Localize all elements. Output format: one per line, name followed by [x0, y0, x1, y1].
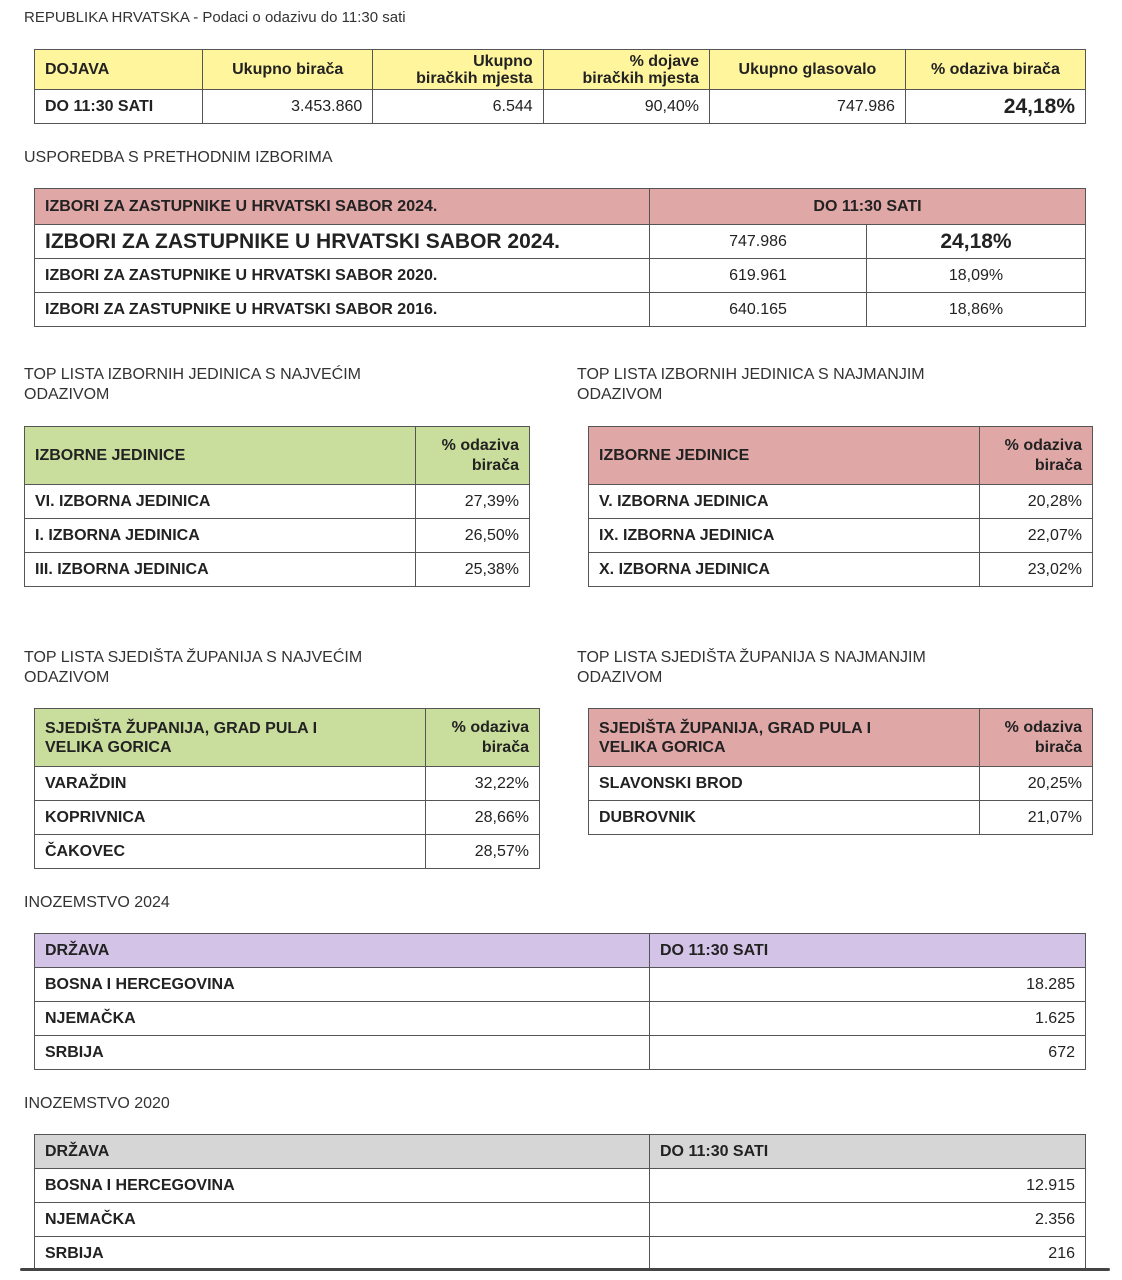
table-row — [35, 1169, 1086, 1203]
abroad-2024-table — [34, 933, 1086, 1070]
units-top-table — [24, 426, 530, 587]
section-caption — [577, 648, 926, 688]
table-cell: 619.961 — [650, 259, 867, 293]
header-cell: DRŽAVA — [35, 1135, 650, 1169]
abroad-2020-table — [34, 1134, 1086, 1271]
table-cell: IX. IZBORNA JEDINICA — [589, 519, 980, 553]
table-header-row — [35, 709, 540, 767]
table-cell: 28,66% — [426, 801, 540, 835]
table-cell: IZBORI ZA ZASTUPNIKE U HRVATSKI SABOR 2020. — [35, 259, 650, 293]
table-cell: IZBORI ZA ZASTUPNIKE U HRVATSKI SABOR 2024. — [35, 225, 650, 259]
table-cell: 32,22% — [426, 767, 540, 801]
seats-top-table — [34, 708, 540, 869]
table-header-row — [35, 50, 1086, 90]
table-row — [35, 767, 540, 801]
caption-line: ODAZIVOM — [577, 386, 663, 403]
header-cell-line: birača — [471, 456, 519, 474]
header-cell: DO 11:30 SATI — [650, 189, 1086, 225]
table-row — [25, 485, 530, 519]
header-cell: DRŽAVA — [35, 934, 650, 968]
table-row — [35, 835, 540, 869]
header-cell: DO 11:30 SATI — [650, 1135, 1086, 1169]
table-cell: 24,18% — [867, 225, 1086, 259]
table-row — [35, 801, 540, 835]
table-cell: 18,09% — [867, 259, 1086, 293]
table-cell: 20,25% — [980, 767, 1093, 801]
table-row — [35, 968, 1086, 1002]
header-cell: IZBORI ZA ZASTUPNIKE U HRVATSKI SABOR 2024. — [35, 189, 650, 225]
table-row — [589, 767, 1093, 801]
header-cell-line: birača — [1034, 456, 1082, 474]
table-cell: 27,39% — [416, 485, 530, 519]
header-cell-text: % dojave biračkih mjesta — [582, 52, 699, 87]
header-cell-line: SJEDIŠTA ŽUPANIJA, GRAD PULA I — [45, 719, 318, 737]
header-cell: IZBORNE JEDINICE — [589, 427, 980, 485]
header-cell-line: birača — [1034, 738, 1082, 756]
table-cell: 28,57% — [426, 835, 540, 869]
caption-line: TOP LISTA IZBORNIH JEDINICA S NAJVEĆIM — [24, 366, 361, 383]
comparison-table — [34, 188, 1086, 327]
table-cell: 1.625 — [650, 1002, 1086, 1036]
header-cell-line: VELIKA GORICA — [45, 738, 172, 756]
table-cell: 26,50% — [416, 519, 530, 553]
header-cell — [426, 709, 540, 767]
header-cell-line: % odaziva — [451, 718, 529, 736]
caption-line: TOP LISTA SJEDIŠTA ŽUPANIJA S NAJVEĆIM — [24, 649, 363, 666]
table-cell: 747.986 — [650, 225, 867, 259]
table-row — [589, 553, 1093, 587]
table-row — [35, 293, 1086, 327]
header-cell-line: VELIKA GORICA — [599, 738, 726, 756]
table-cell: V. IZBORNA JEDINICA — [589, 485, 980, 519]
table-cell: DO 11:30 SATI — [35, 90, 203, 124]
table-header-row — [25, 427, 530, 485]
table-cell: BOSNA I HERCEGOVINA — [35, 968, 650, 1002]
header-cell — [373, 50, 543, 90]
table-row — [35, 259, 1086, 293]
header-cell — [35, 709, 426, 767]
table-header-row — [35, 934, 1086, 968]
table-row — [35, 1203, 1086, 1237]
caption-line: TOP LISTA IZBORNIH JEDINICA S NAJMANJIM — [577, 366, 925, 383]
table-cell: 24,18% — [905, 90, 1085, 124]
table-cell: 747.986 — [709, 90, 905, 124]
page-title: REPUBLIKA HRVATSKA - Podaci o odazivu do 11:30 sati — [24, 9, 406, 26]
table-cell: KOPRIVNICA — [35, 801, 426, 835]
header-cell-line: birača — [481, 738, 529, 756]
table-cell: 18,86% — [867, 293, 1086, 327]
caption-line: ODAZIVOM — [577, 669, 663, 686]
table-row — [35, 90, 1086, 124]
header-cell: Ukupno glasovalo — [709, 50, 905, 90]
table-header-row — [35, 189, 1086, 225]
table-cell: 18.285 — [650, 968, 1086, 1002]
table-cell: VI. IZBORNA JEDINICA — [25, 485, 416, 519]
header-cell: Ukupno birača — [203, 50, 373, 90]
section-caption — [24, 365, 361, 405]
table-cell: 216 — [650, 1237, 1086, 1271]
table-row — [589, 485, 1093, 519]
table-cell: 20,28% — [980, 485, 1093, 519]
table-cell: 22,07% — [980, 519, 1093, 553]
section-caption: INOZEMSTVO 2024 — [24, 894, 170, 911]
table-cell: 672 — [650, 1036, 1086, 1070]
table-header-row — [589, 709, 1093, 767]
table-row — [35, 1002, 1086, 1036]
table-cell: VARAŽDIN — [35, 767, 426, 801]
table-row — [35, 1036, 1086, 1070]
header-cell — [980, 427, 1093, 485]
section-caption: INOZEMSTVO 2020 — [24, 1095, 170, 1112]
table-cell: NJEMAČKA — [35, 1002, 650, 1036]
table-header-row — [589, 427, 1093, 485]
summary-table — [34, 49, 1086, 124]
table-cell: 2.356 — [650, 1203, 1086, 1237]
header-cell-line: % odaziva — [1004, 436, 1082, 454]
header-cell: DOJAVA — [35, 50, 203, 90]
table-cell: 23,02% — [980, 553, 1093, 587]
table-cell: IZBORI ZA ZASTUPNIKE U HRVATSKI SABOR 2016. — [35, 293, 650, 327]
table-row — [25, 519, 530, 553]
table-cell: III. IZBORNA JEDINICA — [25, 553, 416, 587]
table-cell: ČAKOVEC — [35, 835, 426, 869]
section-caption — [577, 365, 925, 405]
table-row — [35, 1237, 1086, 1271]
table-cell: 90,40% — [543, 90, 709, 124]
table-row — [25, 553, 530, 587]
table-row — [35, 225, 1086, 259]
page-bottom-edge — [20, 1268, 1110, 1271]
units-bottom-table — [588, 426, 1093, 587]
header-cell — [416, 427, 530, 485]
caption-line: TOP LISTA SJEDIŠTA ŽUPANIJA S NAJMANJIM — [577, 649, 926, 666]
table-cell: NJEMAČKA — [35, 1203, 650, 1237]
section-caption — [24, 648, 362, 688]
table-cell: 12.915 — [650, 1169, 1086, 1203]
table-header-row — [35, 1135, 1086, 1169]
header-cell — [589, 709, 980, 767]
table-cell: 3.453.860 — [203, 90, 373, 124]
caption-line: ODAZIVOM — [24, 669, 110, 686]
table-cell: DUBROVNIK — [589, 801, 980, 835]
table-cell: 6.544 — [373, 90, 543, 124]
header-cell — [543, 50, 709, 90]
header-cell-line: % odaziva — [1004, 718, 1082, 736]
table-cell: SLAVONSKI BROD — [589, 767, 980, 801]
table-cell: 25,38% — [416, 553, 530, 587]
header-cell: IZBORNE JEDINICE — [25, 427, 416, 485]
table-cell: SRBIJA — [35, 1237, 650, 1271]
header-cell — [980, 709, 1093, 767]
table-cell: X. IZBORNA JEDINICA — [589, 553, 980, 587]
header-cell: DO 11:30 SATI — [650, 934, 1086, 968]
header-cell: % odaziva birača — [905, 50, 1085, 90]
caption-line: ODAZIVOM — [24, 386, 110, 403]
table-cell: SRBIJA — [35, 1036, 650, 1070]
table-row — [589, 519, 1093, 553]
table-cell: 21,07% — [980, 801, 1093, 835]
table-row — [589, 801, 1093, 835]
header-cell-line: % odaziva — [441, 436, 519, 454]
seats-bottom-table — [588, 708, 1093, 835]
header-cell-text: Ukupno biračkih mjesta — [416, 52, 533, 87]
table-cell: I. IZBORNA JEDINICA — [25, 519, 416, 553]
table-cell: BOSNA I HERCEGOVINA — [35, 1169, 650, 1203]
section-caption: USPOREDBA S PRETHODNIM IZBORIMA — [24, 149, 333, 166]
header-cell-line: SJEDIŠTA ŽUPANIJA, GRAD PULA I — [599, 719, 872, 737]
table-cell: 640.165 — [650, 293, 867, 327]
